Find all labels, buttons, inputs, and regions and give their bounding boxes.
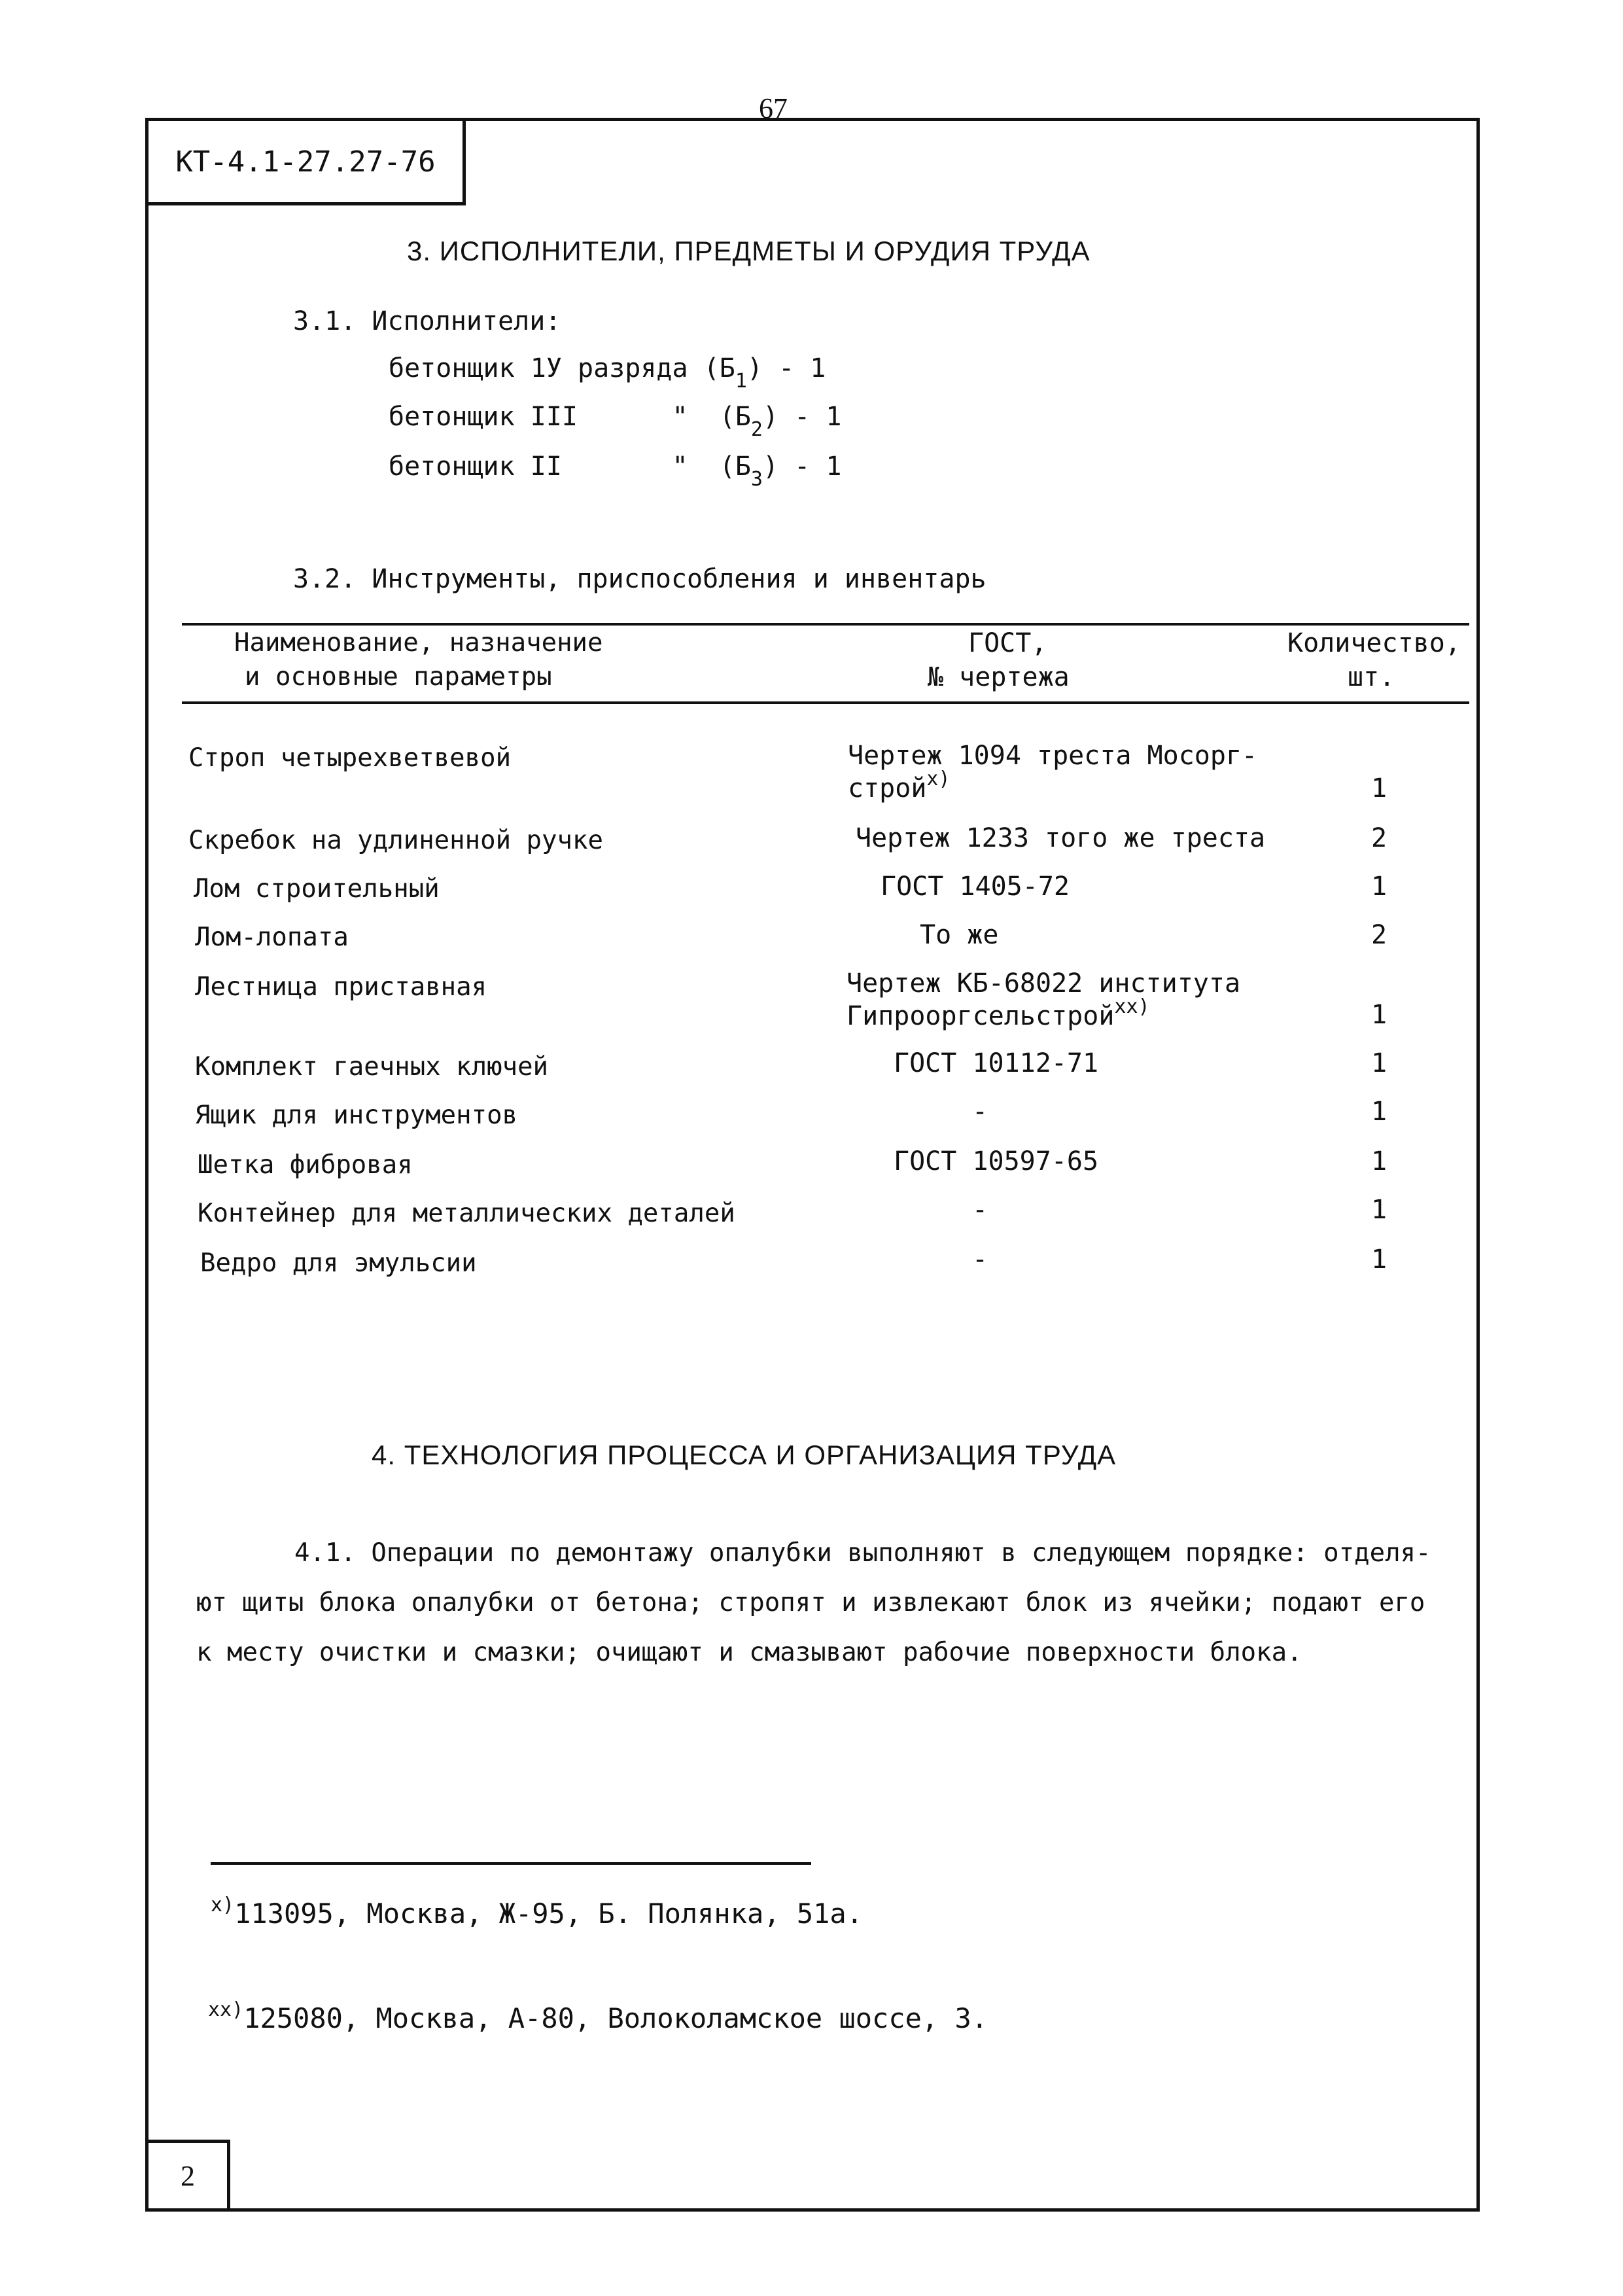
page-number: 67: [759, 92, 788, 124]
table-header-rule: [182, 701, 1469, 704]
footnote-rule: [211, 1862, 811, 1865]
worker-name: бетонщик: [389, 451, 515, 482]
table-header-gost-1: ГОСТ,: [968, 628, 1047, 658]
table-row-name: Строп четырехветвевой: [188, 743, 512, 773]
table-row-qty: 1: [1370, 1146, 1387, 1176]
footnote-ref-x: x): [926, 768, 951, 790]
table-row-qty: 1: [1370, 1000, 1387, 1030]
worker-line-1: [389, 353, 826, 393]
worker-code: (Б: [719, 451, 751, 482]
document-code: КТ-4.1-27.27-76: [145, 118, 466, 205]
table-row-gost: То же: [920, 920, 999, 950]
worker-grade: 1У разряда: [530, 353, 688, 383]
table-row-name: Контейнер для металлических деталей: [198, 1199, 735, 1228]
worker-count: ) - 1: [762, 451, 842, 482]
table-header-name-1: Наименование, назначение: [234, 628, 603, 658]
table-row-qty: 1: [1370, 872, 1387, 902]
table-row-gost: -: [972, 1195, 988, 1225]
paragraph-4-1-line-3: к месту очистки и смазки; очищают и смазывают рабочие поверхности блока.: [196, 1638, 1302, 1667]
section-3-heading: 3. ИСПОЛНИТЕЛИ, ПРЕДМЕТЫ И ОРУДИЯ ТРУДА: [407, 236, 1091, 266]
table-row-qty: 2: [1370, 920, 1387, 950]
footnote-ref-xx: xx): [1114, 995, 1150, 1018]
worker-code: (Б: [703, 353, 735, 383]
table-row-name: Комплект гаечных ключей: [195, 1052, 549, 1082]
worker-grade: III ": [530, 402, 688, 432]
worker-name: бетонщик: [389, 353, 515, 383]
worker-code: (Б: [719, 402, 751, 432]
table-row-name: Лестница приставная: [195, 972, 487, 1002]
footnote-mark: xx): [208, 1998, 244, 2021]
sheet-number: 2: [145, 2140, 230, 2212]
table-row-gost: -: [972, 1245, 988, 1275]
table-header-gost-2: № чертежа: [928, 662, 1070, 692]
table-row-name: Ведро для эмульсии: [200, 1248, 477, 1278]
footnote-text: 125080, Москва, А-80, Волоколамское шоссе, 3.: [243, 2002, 988, 2034]
subsection-3-1-title: 3.1. Исполнители:: [293, 306, 561, 336]
table-row-gost: Чертеж 1233 того же треста: [856, 823, 1266, 853]
worker-line-3: [389, 451, 842, 491]
table-row-name: Ящик для инструментов: [195, 1101, 518, 1130]
table-row-qty: 1: [1370, 1245, 1387, 1275]
worker-code-sub: 2: [750, 418, 763, 441]
section-4-heading: 4. ТЕХНОЛОГИЯ ПРОЦЕССА И ОРГАНИЗАЦИЯ ТРУДА: [372, 1439, 1117, 1470]
table-row-qty: 1: [1370, 1195, 1387, 1225]
worker-name: бетонщик: [389, 402, 515, 432]
worker-line-2: [389, 402, 842, 441]
table-row-qty: 2: [1370, 823, 1387, 853]
table-row-gost: -: [972, 1097, 988, 1127]
table-header-qty-1: Количество,: [1287, 628, 1461, 658]
table-top-rule: [182, 623, 1469, 626]
table-row-name: Шетка фибровая: [198, 1150, 413, 1180]
table-row-gost: Чертеж КБ-68022 института: [846, 968, 1241, 998]
table-row-gost: ГОСТ 10597-65: [894, 1146, 1099, 1176]
footnote-2: [208, 1998, 988, 2034]
worker-code-sub: 3: [750, 468, 763, 491]
table-row-name: Лом-лопата: [195, 923, 349, 952]
worker-count: ) - 1: [762, 402, 842, 432]
footnote-mark: x): [211, 1894, 235, 1916]
table-header-name-2: и основные параметры: [245, 662, 552, 692]
worker-grade: II ": [530, 451, 688, 482]
footnote-text: 113095, Москва, Ж-95, Б. Полянка, 51а.: [234, 1898, 863, 1930]
footnote-1: [211, 1894, 863, 1930]
table-row-qty: 1: [1370, 1097, 1387, 1127]
paragraph-4-1-line-1: 4.1. Операции по демонтажу опалубки выполняют в следующем порядке: отделя-: [294, 1538, 1431, 1568]
table-row-gost: ГОСТ 1405-72: [881, 872, 1070, 902]
table-row-gost: ГОСТ 10112-71: [894, 1048, 1099, 1078]
table-row-gost: Чертеж 1094 треста Мосорг-: [848, 741, 1258, 771]
worker-code-sub: 1: [735, 370, 747, 393]
table-row-name: Скребок на удлиненной ручке: [188, 826, 603, 855]
table-row-gost-2: Гипрооргсельстрой$^{xx)}$: [846, 995, 1150, 1031]
worker-count: ) - 1: [746, 353, 826, 383]
table-row-qty: 1: [1370, 773, 1387, 804]
table-header-qty-2: шт.: [1348, 662, 1395, 692]
subsection-3-2-title: 3.2. Инструменты, приспособления и инвентарь: [293, 564, 986, 594]
table-row-gost-2: строй$^{x)}$: [848, 768, 951, 804]
paragraph-4-1-line-2: ют щиты блока опалубки от бетона; стропят и извлекают блок из ячейки; подают его: [196, 1588, 1425, 1617]
table-row-name: Лом строительный: [194, 874, 440, 904]
table-row-qty: 1: [1370, 1048, 1387, 1078]
